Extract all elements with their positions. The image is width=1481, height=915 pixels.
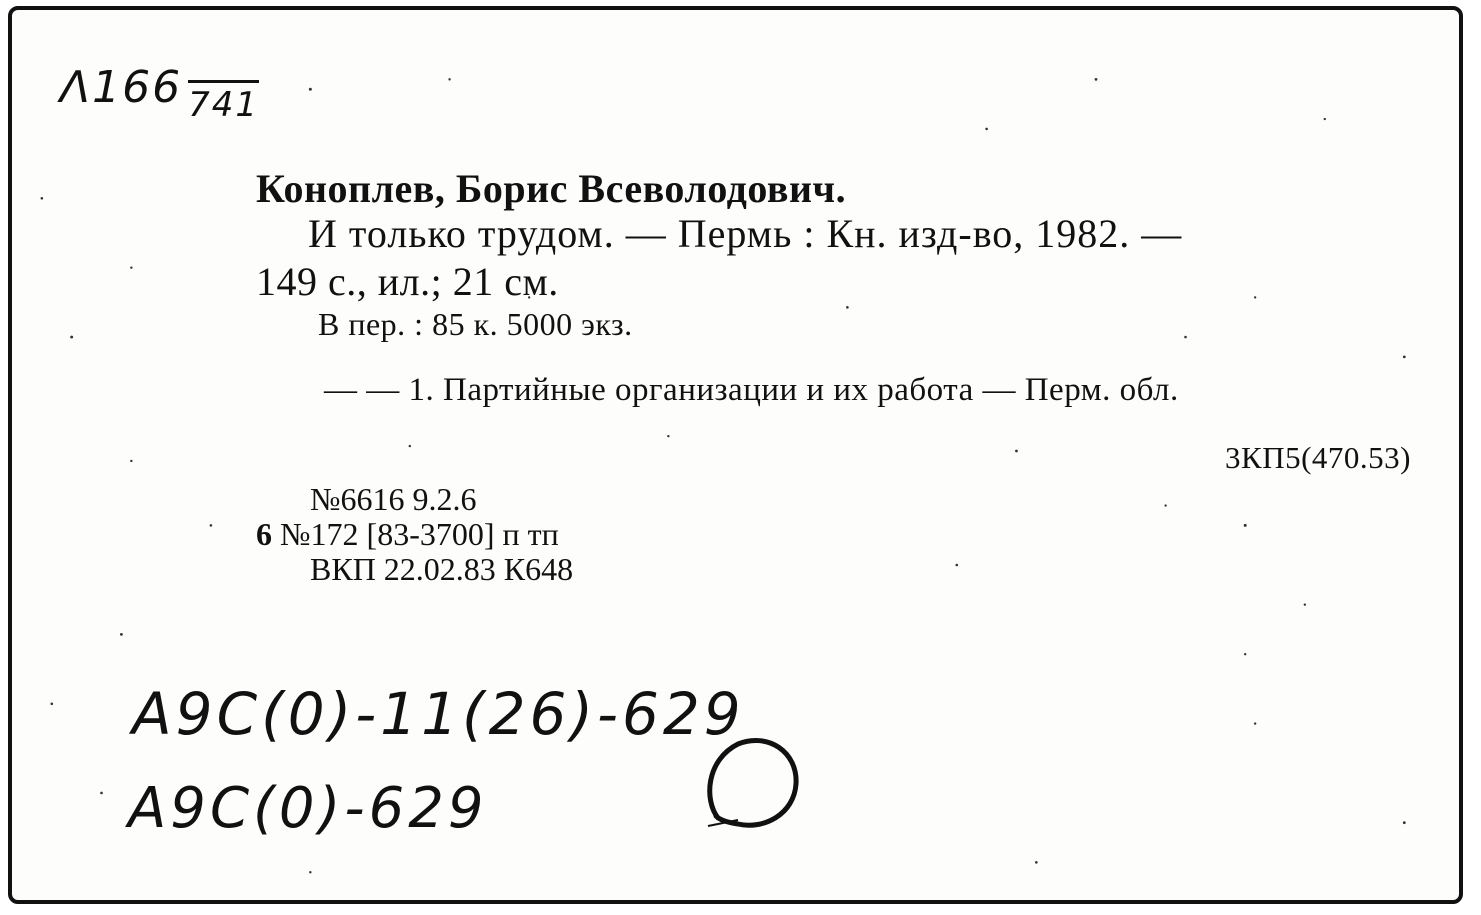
- shelf-mark-handwritten: [60, 62, 259, 125]
- handwritten-cipher-1: А9С(0)-11(26)-629: [132, 680, 745, 748]
- title-imprint-line: И только трудом. — Пермь : Кн. изд-во, 1982. —: [308, 211, 1183, 256]
- shelf-mark-main: Λ166: [60, 62, 183, 113]
- tech-line-2: [256, 517, 559, 552]
- price-and-print-run: В пер. : 85 к. 5000 экз.: [318, 306, 633, 342]
- classification-index: 3КП5(470.53): [1225, 440, 1411, 475]
- tech-line-1: №6616 9.2.6: [310, 481, 477, 517]
- physical-description: 149 с., ил.; 21 см.: [256, 259, 559, 304]
- catalog-card: [8, 6, 1463, 904]
- handwritten-circle-mark: [698, 730, 808, 840]
- subject-heading: — — 1. Партийные организации и их работа — Перм. обл.: [324, 372, 1179, 408]
- shelf-mark-fraction: 741: [188, 80, 259, 125]
- tech-line-3: ВКП 22.02.83 К648: [310, 551, 574, 587]
- tech-line-2-lead: 6: [256, 516, 272, 552]
- handwritten-cipher-2: А9С(0)-629: [128, 776, 488, 841]
- tech-line-2-text: №172 [83-3700] п тп: [272, 516, 559, 552]
- author-heading: Коноплев, Борис Всеволодович.: [256, 166, 847, 211]
